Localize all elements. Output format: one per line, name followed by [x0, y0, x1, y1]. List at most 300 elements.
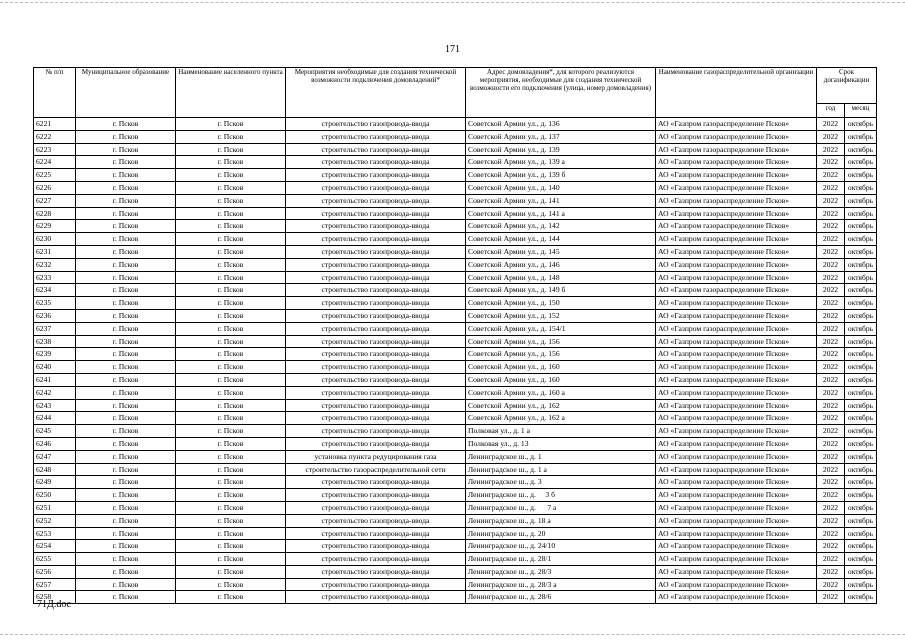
table-row [34, 361, 877, 374]
cell-month: октябрь [845, 322, 877, 335]
cell-number: 6242 [34, 386, 76, 399]
cell-organization: АО «Газпром газораспределение Псков» [656, 553, 817, 566]
cell-municipality: г. Псков [76, 489, 176, 502]
cell-number: 6248 [34, 463, 76, 476]
header-municipality: Муниципальное образование [76, 68, 176, 118]
cell-number: 6233 [34, 271, 76, 284]
cell-address: Советской Армии ул., д. 156 [466, 348, 656, 361]
cell-activity: строительство газопровода-ввода [286, 489, 466, 502]
cell-address: Ленинградское ш., д. 28/6 [466, 591, 656, 604]
cell-settlement: г. Псков [176, 143, 286, 156]
cell-address: Советской Армии ул., д. 145 [466, 245, 656, 258]
cell-year: 2022 [817, 489, 845, 502]
cell-number: 6247 [34, 450, 76, 463]
cell-municipality: г. Псков [76, 425, 176, 438]
cell-number: 6241 [34, 373, 76, 386]
cell-month: октябрь [845, 540, 877, 553]
table-row [34, 399, 877, 412]
cell-settlement: г. Псков [176, 450, 286, 463]
table-row [34, 527, 877, 540]
cell-municipality: г. Псков [76, 143, 176, 156]
cell-activity: строительство газопровода-ввода [286, 501, 466, 514]
cell-year: 2022 [817, 425, 845, 438]
cell-settlement: г. Псков [176, 399, 286, 412]
cell-year: 2022 [817, 169, 845, 182]
table-row [34, 271, 877, 284]
cell-municipality: г. Псков [76, 322, 176, 335]
cell-month: октябрь [845, 591, 877, 604]
cell-organization: АО «Газпром газораспределение Псков» [656, 450, 817, 463]
cell-organization: АО «Газпром газораспределение Псков» [656, 297, 817, 310]
cell-organization: АО «Газпром газораспределение Псков» [656, 220, 817, 233]
cell-month: октябрь [845, 565, 877, 578]
cell-address: Советской Армии ул., д. 152 [466, 309, 656, 322]
cell-year: 2022 [817, 540, 845, 553]
cell-address: Советской Армии ул., д. 150 [466, 297, 656, 310]
cell-address: Советской Армии ул., д. 160 [466, 373, 656, 386]
cell-year: 2022 [817, 118, 845, 131]
cell-municipality: г. Псков [76, 220, 176, 233]
cell-settlement: г. Псков [176, 297, 286, 310]
cell-number: 6225 [34, 169, 76, 182]
table-row [34, 591, 877, 604]
cell-year: 2022 [817, 373, 845, 386]
cell-number: 6224 [34, 156, 76, 169]
cell-address: Советской Армии ул., д. 146 [466, 258, 656, 271]
cell-month: октябрь [845, 118, 877, 131]
cell-month: октябрь [845, 425, 877, 438]
cell-address: Ленинградское ш., д. 18 а [466, 514, 656, 527]
cell-month: октябрь [845, 412, 877, 425]
cell-organization: АО «Газпром газораспределение Псков» [656, 476, 817, 489]
cell-settlement: г. Псков [176, 565, 286, 578]
table-row [34, 143, 877, 156]
cell-month: октябрь [845, 284, 877, 297]
header-month: месяц [845, 104, 877, 118]
cell-year: 2022 [817, 476, 845, 489]
cell-year: 2022 [817, 130, 845, 143]
header-num: № п/п [34, 68, 76, 118]
cell-number: 6258 [34, 591, 76, 604]
cell-organization: АО «Газпром газораспределение Псков» [656, 258, 817, 271]
cell-address: Советской Армии ул., д. 136 [466, 118, 656, 131]
cell-number: 6238 [34, 335, 76, 348]
cell-month: октябрь [845, 514, 877, 527]
cell-municipality: г. Псков [76, 233, 176, 246]
cell-number: 6249 [34, 476, 76, 489]
page-bottom-edge [0, 634, 905, 635]
cell-year: 2022 [817, 220, 845, 233]
cell-month: октябрь [845, 361, 877, 374]
cell-settlement: г. Псков [176, 322, 286, 335]
cell-year: 2022 [817, 527, 845, 540]
table-row [34, 450, 877, 463]
cell-settlement: г. Псков [176, 169, 286, 182]
cell-year: 2022 [817, 322, 845, 335]
table-row [34, 412, 877, 425]
cell-month: октябрь [845, 553, 877, 566]
cell-month: октябрь [845, 489, 877, 502]
cell-month: октябрь [845, 207, 877, 220]
cell-address: Ленинградское ш., д. 24/10 [466, 540, 656, 553]
cell-year: 2022 [817, 591, 845, 604]
cell-settlement: г. Псков [176, 476, 286, 489]
cell-settlement: г. Псков [176, 348, 286, 361]
cell-municipality: г. Псков [76, 271, 176, 284]
cell-settlement: г. Псков [176, 437, 286, 450]
cell-month: октябрь [845, 527, 877, 540]
cell-address: Полковая ул., д. 13 [466, 437, 656, 450]
cell-year: 2022 [817, 565, 845, 578]
cell-number: 6228 [34, 207, 76, 220]
cell-activity: строительство газопровода-ввода [286, 130, 466, 143]
cell-settlement: г. Псков [176, 489, 286, 502]
cell-activity: строительство газопровода-ввода [286, 425, 466, 438]
cell-number: 6246 [34, 437, 76, 450]
cell-organization: АО «Газпром газораспределение Псков» [656, 361, 817, 374]
table-row [34, 463, 877, 476]
cell-year: 2022 [817, 399, 845, 412]
cell-organization: АО «Газпром газораспределение Псков» [656, 207, 817, 220]
cell-organization: АО «Газпром газораспределение Псков» [656, 348, 817, 361]
cell-month: октябрь [845, 399, 877, 412]
cell-number: 6254 [34, 540, 76, 553]
cell-municipality: г. Псков [76, 437, 176, 450]
cell-address: Советской Армии ул., д. 141 [466, 194, 656, 207]
cell-month: октябрь [845, 130, 877, 143]
cell-month: октябрь [845, 169, 877, 182]
cell-organization: АО «Газпром газораспределение Псков» [656, 489, 817, 502]
table-row [34, 284, 877, 297]
cell-municipality: г. Псков [76, 348, 176, 361]
cell-municipality: г. Псков [76, 361, 176, 374]
cell-organization: АО «Газпром газораспределение Псков» [656, 399, 817, 412]
cell-settlement: г. Псков [176, 501, 286, 514]
cell-month: октябрь [845, 476, 877, 489]
cell-address: Советской Армии ул., д. 140 [466, 181, 656, 194]
cell-municipality: г. Псков [76, 540, 176, 553]
page-number: 171 [445, 44, 460, 55]
cell-settlement: г. Псков [176, 578, 286, 591]
cell-year: 2022 [817, 233, 845, 246]
cell-year: 2022 [817, 437, 845, 450]
cell-activity: строительство газопровода-ввода [286, 233, 466, 246]
cell-address: Советской Армии ул., д. 139 а [466, 156, 656, 169]
cell-number: 6231 [34, 245, 76, 258]
cell-address: Советской Армии ул., д. 137 [466, 130, 656, 143]
cell-organization: АО «Газпром газораспределение Псков» [656, 591, 817, 604]
cell-activity: строительство газораспределительной сети [286, 463, 466, 476]
cell-organization: АО «Газпром газораспределение Псков» [656, 130, 817, 143]
table-row [34, 476, 877, 489]
cell-year: 2022 [817, 156, 845, 169]
table-row [34, 437, 877, 450]
table-row [34, 181, 877, 194]
table-row [34, 258, 877, 271]
cell-activity: строительство газопровода-ввода [286, 220, 466, 233]
cell-settlement: г. Псков [176, 156, 286, 169]
cell-address: Ленинградское ш., д. 28/1 [466, 553, 656, 566]
cell-settlement: г. Псков [176, 309, 286, 322]
cell-organization: АО «Газпром газораспределение Псков» [656, 437, 817, 450]
table-row [34, 194, 877, 207]
cell-address: Ленинградское ш., д. 1 а [466, 463, 656, 476]
header-activity: Мероприятия необходимые для создания технической возможности подключения домовладений* [286, 68, 466, 118]
cell-address: Ленинградское ш., д. 3 [466, 476, 656, 489]
cell-year: 2022 [817, 245, 845, 258]
cell-month: октябрь [845, 297, 877, 310]
cell-year: 2022 [817, 335, 845, 348]
cell-settlement: г. Псков [176, 463, 286, 476]
table-row [34, 207, 877, 220]
cell-activity: строительство газопровода-ввода [286, 578, 466, 591]
cell-activity: строительство газопровода-ввода [286, 412, 466, 425]
cell-organization: АО «Газпром газораспределение Псков» [656, 156, 817, 169]
cell-month: октябрь [845, 245, 877, 258]
table-row [34, 220, 877, 233]
cell-organization: АО «Газпром газораспределение Псков» [656, 169, 817, 182]
cell-year: 2022 [817, 348, 845, 361]
cell-number: 6222 [34, 130, 76, 143]
cell-activity: строительство газопровода-ввода [286, 373, 466, 386]
cell-month: октябрь [845, 220, 877, 233]
cell-activity: строительство газопровода-ввода [286, 565, 466, 578]
cell-organization: АО «Газпром газораспределение Псков» [656, 322, 817, 335]
cell-number: 6256 [34, 565, 76, 578]
cell-number: 6252 [34, 514, 76, 527]
cell-organization: АО «Газпром газораспределение Псков» [656, 309, 817, 322]
cell-year: 2022 [817, 553, 845, 566]
cell-month: октябрь [845, 437, 877, 450]
cell-municipality: г. Псков [76, 578, 176, 591]
cell-settlement: г. Псков [176, 425, 286, 438]
cell-settlement: г. Псков [176, 258, 286, 271]
cell-address: Советской Армии ул., д. 139 б [466, 169, 656, 182]
cell-address: Ленинградское ш., д. 1 [466, 450, 656, 463]
cell-organization: АО «Газпром газораспределение Псков» [656, 425, 817, 438]
cell-organization: АО «Газпром газораспределение Псков» [656, 233, 817, 246]
cell-year: 2022 [817, 361, 845, 374]
cell-number: 6237 [34, 322, 76, 335]
cell-organization: АО «Газпром газораспределение Псков» [656, 143, 817, 156]
table-body [34, 118, 877, 604]
header-term: Срок догазификации [817, 68, 877, 104]
cell-municipality: г. Псков [76, 245, 176, 258]
cell-activity: строительство газопровода-ввода [286, 181, 466, 194]
cell-organization: АО «Газпром газораспределение Псков» [656, 412, 817, 425]
cell-municipality: г. Псков [76, 565, 176, 578]
cell-address: Полковая ул., д. 1 а [466, 425, 656, 438]
cell-municipality: г. Псков [76, 156, 176, 169]
cell-settlement: г. Псков [176, 245, 286, 258]
cell-address: Советской Армии ул., д. 142 [466, 220, 656, 233]
cell-organization: АО «Газпром газораспределение Псков» [656, 386, 817, 399]
cell-municipality: г. Псков [76, 181, 176, 194]
cell-number: 6229 [34, 220, 76, 233]
cell-organization: АО «Газпром газораспределение Псков» [656, 514, 817, 527]
cell-month: октябрь [845, 309, 877, 322]
cell-activity: строительство газопровода-ввода [286, 322, 466, 335]
cell-settlement: г. Псков [176, 514, 286, 527]
table-row [34, 335, 877, 348]
cell-month: октябрь [845, 348, 877, 361]
cell-number: 6239 [34, 348, 76, 361]
cell-address: Советской Армии ул., д. 141 а [466, 207, 656, 220]
cell-settlement: г. Псков [176, 412, 286, 425]
cell-municipality: г. Псков [76, 476, 176, 489]
cell-number: 6255 [34, 553, 76, 566]
cell-address: Советской Армии ул., д. 154/1 [466, 322, 656, 335]
cell-year: 2022 [817, 578, 845, 591]
cell-activity: строительство газопровода-ввода [286, 207, 466, 220]
cell-municipality: г. Псков [76, 514, 176, 527]
cell-address: Ленинградское ш., д. 7 а [466, 501, 656, 514]
cell-municipality: г. Псков [76, 527, 176, 540]
cell-address: Советской Армии ул., д. 162 а [466, 412, 656, 425]
cell-organization: АО «Газпром газораспределение Псков» [656, 181, 817, 194]
cell-municipality: г. Псков [76, 118, 176, 131]
table-row [34, 169, 877, 182]
cell-municipality: г. Псков [76, 412, 176, 425]
cell-activity: строительство газопровода-ввода [286, 245, 466, 258]
cell-address: Ленинградское ш., д. 28/3 [466, 565, 656, 578]
cell-address: Советской Армии ул., д. 160 [466, 361, 656, 374]
table-row [34, 514, 877, 527]
cell-activity: строительство газопровода-ввода [286, 297, 466, 310]
cell-activity: строительство газопровода-ввода [286, 284, 466, 297]
header-settlement: Наименование населенного пункта [176, 68, 286, 118]
cell-number: 6226 [34, 181, 76, 194]
cell-settlement: г. Псков [176, 284, 286, 297]
cell-settlement: г. Псков [176, 591, 286, 604]
cell-municipality: г. Псков [76, 335, 176, 348]
cell-number: 6223 [34, 143, 76, 156]
table-row [34, 553, 877, 566]
cell-address: Ленинградское ш., д. 28/3 а [466, 578, 656, 591]
cell-municipality: г. Псков [76, 463, 176, 476]
cell-activity: строительство газопровода-ввода [286, 476, 466, 489]
table-row [34, 425, 877, 438]
cell-settlement: г. Псков [176, 130, 286, 143]
cell-month: октябрь [845, 194, 877, 207]
cell-activity: строительство газопровода-ввода [286, 527, 466, 540]
cell-number: 6245 [34, 425, 76, 438]
cell-organization: АО «Газпром газораспределение Псков» [656, 501, 817, 514]
cell-municipality: г. Псков [76, 373, 176, 386]
cell-organization: АО «Газпром газораспределение Псков» [656, 271, 817, 284]
cell-year: 2022 [817, 514, 845, 527]
cell-activity: строительство газопровода-ввода [286, 514, 466, 527]
table-row [34, 386, 877, 399]
cell-activity: строительство газопровода-ввода [286, 437, 466, 450]
gasification-table [33, 67, 877, 604]
cell-address: Ленинградское ш., д. 3 б [466, 489, 656, 502]
cell-number: 6234 [34, 284, 76, 297]
cell-settlement: г. Псков [176, 527, 286, 540]
cell-year: 2022 [817, 463, 845, 476]
header-organization: Наименование газораспределительной организации [656, 68, 817, 118]
cell-municipality: г. Псков [76, 309, 176, 322]
cell-municipality: г. Псков [76, 284, 176, 297]
cell-month: октябрь [845, 258, 877, 271]
cell-activity: строительство газопровода-ввода [286, 553, 466, 566]
cell-organization: АО «Газпром газораспределение Псков» [656, 527, 817, 540]
cell-activity: установка пункта редуцирования газа [286, 450, 466, 463]
cell-settlement: г. Псков [176, 386, 286, 399]
cell-activity: строительство газопровода-ввода [286, 143, 466, 156]
cell-year: 2022 [817, 284, 845, 297]
cell-number: 6236 [34, 309, 76, 322]
cell-number: 6257 [34, 578, 76, 591]
cell-settlement: г. Псков [176, 335, 286, 348]
cell-number: 6221 [34, 118, 76, 131]
cell-month: октябрь [845, 156, 877, 169]
table-row [34, 501, 877, 514]
cell-municipality: г. Псков [76, 258, 176, 271]
cell-year: 2022 [817, 297, 845, 310]
cell-municipality: г. Псков [76, 297, 176, 310]
cell-organization: АО «Газпром газораспределение Псков» [656, 540, 817, 553]
table-row [34, 233, 877, 246]
table-row [34, 565, 877, 578]
cell-number: 6253 [34, 527, 76, 540]
cell-address: Советской Армии ул., д. 149 б [466, 284, 656, 297]
cell-year: 2022 [817, 309, 845, 322]
cell-number: 6240 [34, 361, 76, 374]
cell-organization: АО «Газпром газораспределение Псков» [656, 194, 817, 207]
cell-municipality: г. Псков [76, 194, 176, 207]
cell-month: октябрь [845, 335, 877, 348]
cell-activity: строительство газопровода-ввода [286, 309, 466, 322]
cell-settlement: г. Псков [176, 553, 286, 566]
cell-settlement: г. Псков [176, 207, 286, 220]
cell-year: 2022 [817, 258, 845, 271]
table-row [34, 156, 877, 169]
table-row [34, 297, 877, 310]
table-row [34, 373, 877, 386]
document-filename: 71Д.doc [37, 599, 71, 610]
cell-month: октябрь [845, 578, 877, 591]
cell-organization: АО «Газпром газораспределение Псков» [656, 463, 817, 476]
cell-year: 2022 [817, 271, 845, 284]
table-row [34, 130, 877, 143]
cell-activity: строительство газопровода-ввода [286, 169, 466, 182]
table-row [34, 309, 877, 322]
cell-municipality: г. Псков [76, 169, 176, 182]
page-top-edge [0, 2, 905, 3]
cell-number: 6243 [34, 399, 76, 412]
table-row [34, 578, 877, 591]
header-year: год [817, 104, 845, 118]
cell-address: Ленинградское ш., д. 20 [466, 527, 656, 540]
header-address: Адрес домовладения*, для которого реализуются мероприятия, необходимые для создания технической возможности его подключения (улица, номер домовладения) [466, 68, 656, 118]
cell-municipality: г. Псков [76, 399, 176, 412]
cell-activity: строительство газопровода-ввода [286, 335, 466, 348]
table-row [34, 245, 877, 258]
cell-address: Советской Армии ул., д. 162 [466, 399, 656, 412]
cell-month: октябрь [845, 463, 877, 476]
cell-activity: строительство газопровода-ввода [286, 399, 466, 412]
table-row [34, 540, 877, 553]
cell-activity: строительство газопровода-ввода [286, 118, 466, 131]
cell-address: Советской Армии ул., д. 139 [466, 143, 656, 156]
cell-month: октябрь [845, 373, 877, 386]
cell-year: 2022 [817, 412, 845, 425]
cell-settlement: г. Псков [176, 373, 286, 386]
cell-month: октябрь [845, 501, 877, 514]
cell-organization: АО «Газпром газораспределение Псков» [656, 373, 817, 386]
cell-year: 2022 [817, 181, 845, 194]
